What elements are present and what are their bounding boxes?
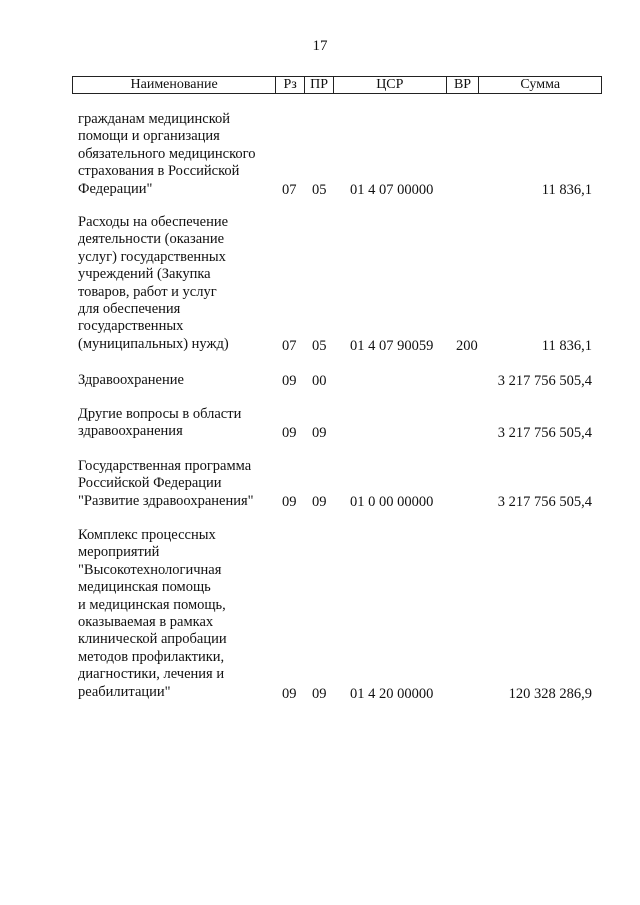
- row-pr: 05: [312, 181, 327, 198]
- row-pr: 09: [312, 424, 327, 441]
- row-sum: 3 217 756 505,4: [497, 372, 592, 389]
- table-row: [78, 372, 598, 390]
- row-sum: 11 836,1: [541, 337, 592, 354]
- row-name: Другие вопросы в области здравоохранения: [78, 406, 242, 440]
- page-number: 17: [312, 38, 328, 54]
- row-sum: 120 328 286,9: [508, 685, 592, 702]
- row-name: гражданам медицинской помощи и организация обязательного медицинского страхования в Российской Федерации": [78, 111, 256, 197]
- table-row: [78, 406, 598, 442]
- table-row: [78, 527, 598, 703]
- row-name: Расходы на обеспечение деятельности (оказание услуг) государственных учреждений (Закупка товаров, работ и услуг для обеспечения государственных (муниципальных) нужд): [78, 214, 229, 352]
- header-vr: ВР: [447, 77, 480, 93]
- row-rz: 09: [282, 493, 297, 510]
- table-header: [72, 76, 602, 94]
- row-sum: 3 217 756 505,4: [497, 493, 592, 510]
- table-row: [78, 214, 598, 355]
- row-name: Комплекс процессных мероприятий "Высокотехнологичная медицинская помощь и медицинская помощь, оказываемая в рамках клинической апробации методов профилактики, диагностики, лечения и реабилитации": [78, 527, 227, 700]
- row-sum: 3 217 756 505,4: [497, 424, 592, 441]
- row-rz: 09: [282, 685, 297, 702]
- row-pr: 09: [312, 685, 327, 702]
- header-name: Наименование: [73, 77, 276, 93]
- header-rz: Рз: [276, 77, 305, 93]
- table-row: [78, 458, 598, 511]
- header-pr: ПР: [305, 77, 334, 93]
- row-rz: 07: [282, 181, 297, 198]
- row-pr: 05: [312, 337, 327, 354]
- table-row: [78, 111, 598, 199]
- row-name: Государственная программа Российской Федерации "Развитие здравоохранения": [78, 458, 254, 509]
- row-rz: 07: [282, 337, 297, 354]
- row-rz: 09: [282, 372, 297, 389]
- row-csr: 01 4 07 00000: [350, 181, 434, 198]
- row-rz: 09: [282, 424, 297, 441]
- header-sum: Сумма: [520, 77, 561, 92]
- row-csr: 01 0 00 00000: [350, 493, 434, 510]
- row-vr: 200: [456, 337, 478, 354]
- row-pr: 00: [312, 372, 327, 389]
- row-pr: 09: [312, 493, 327, 510]
- header-csr: ЦСР: [334, 77, 447, 93]
- row-csr: 01 4 07 90059: [350, 337, 434, 354]
- row-sum: 11 836,1: [541, 181, 592, 198]
- row-name: Здравоохранение: [78, 372, 184, 388]
- row-csr: 01 4 20 00000: [350, 685, 434, 702]
